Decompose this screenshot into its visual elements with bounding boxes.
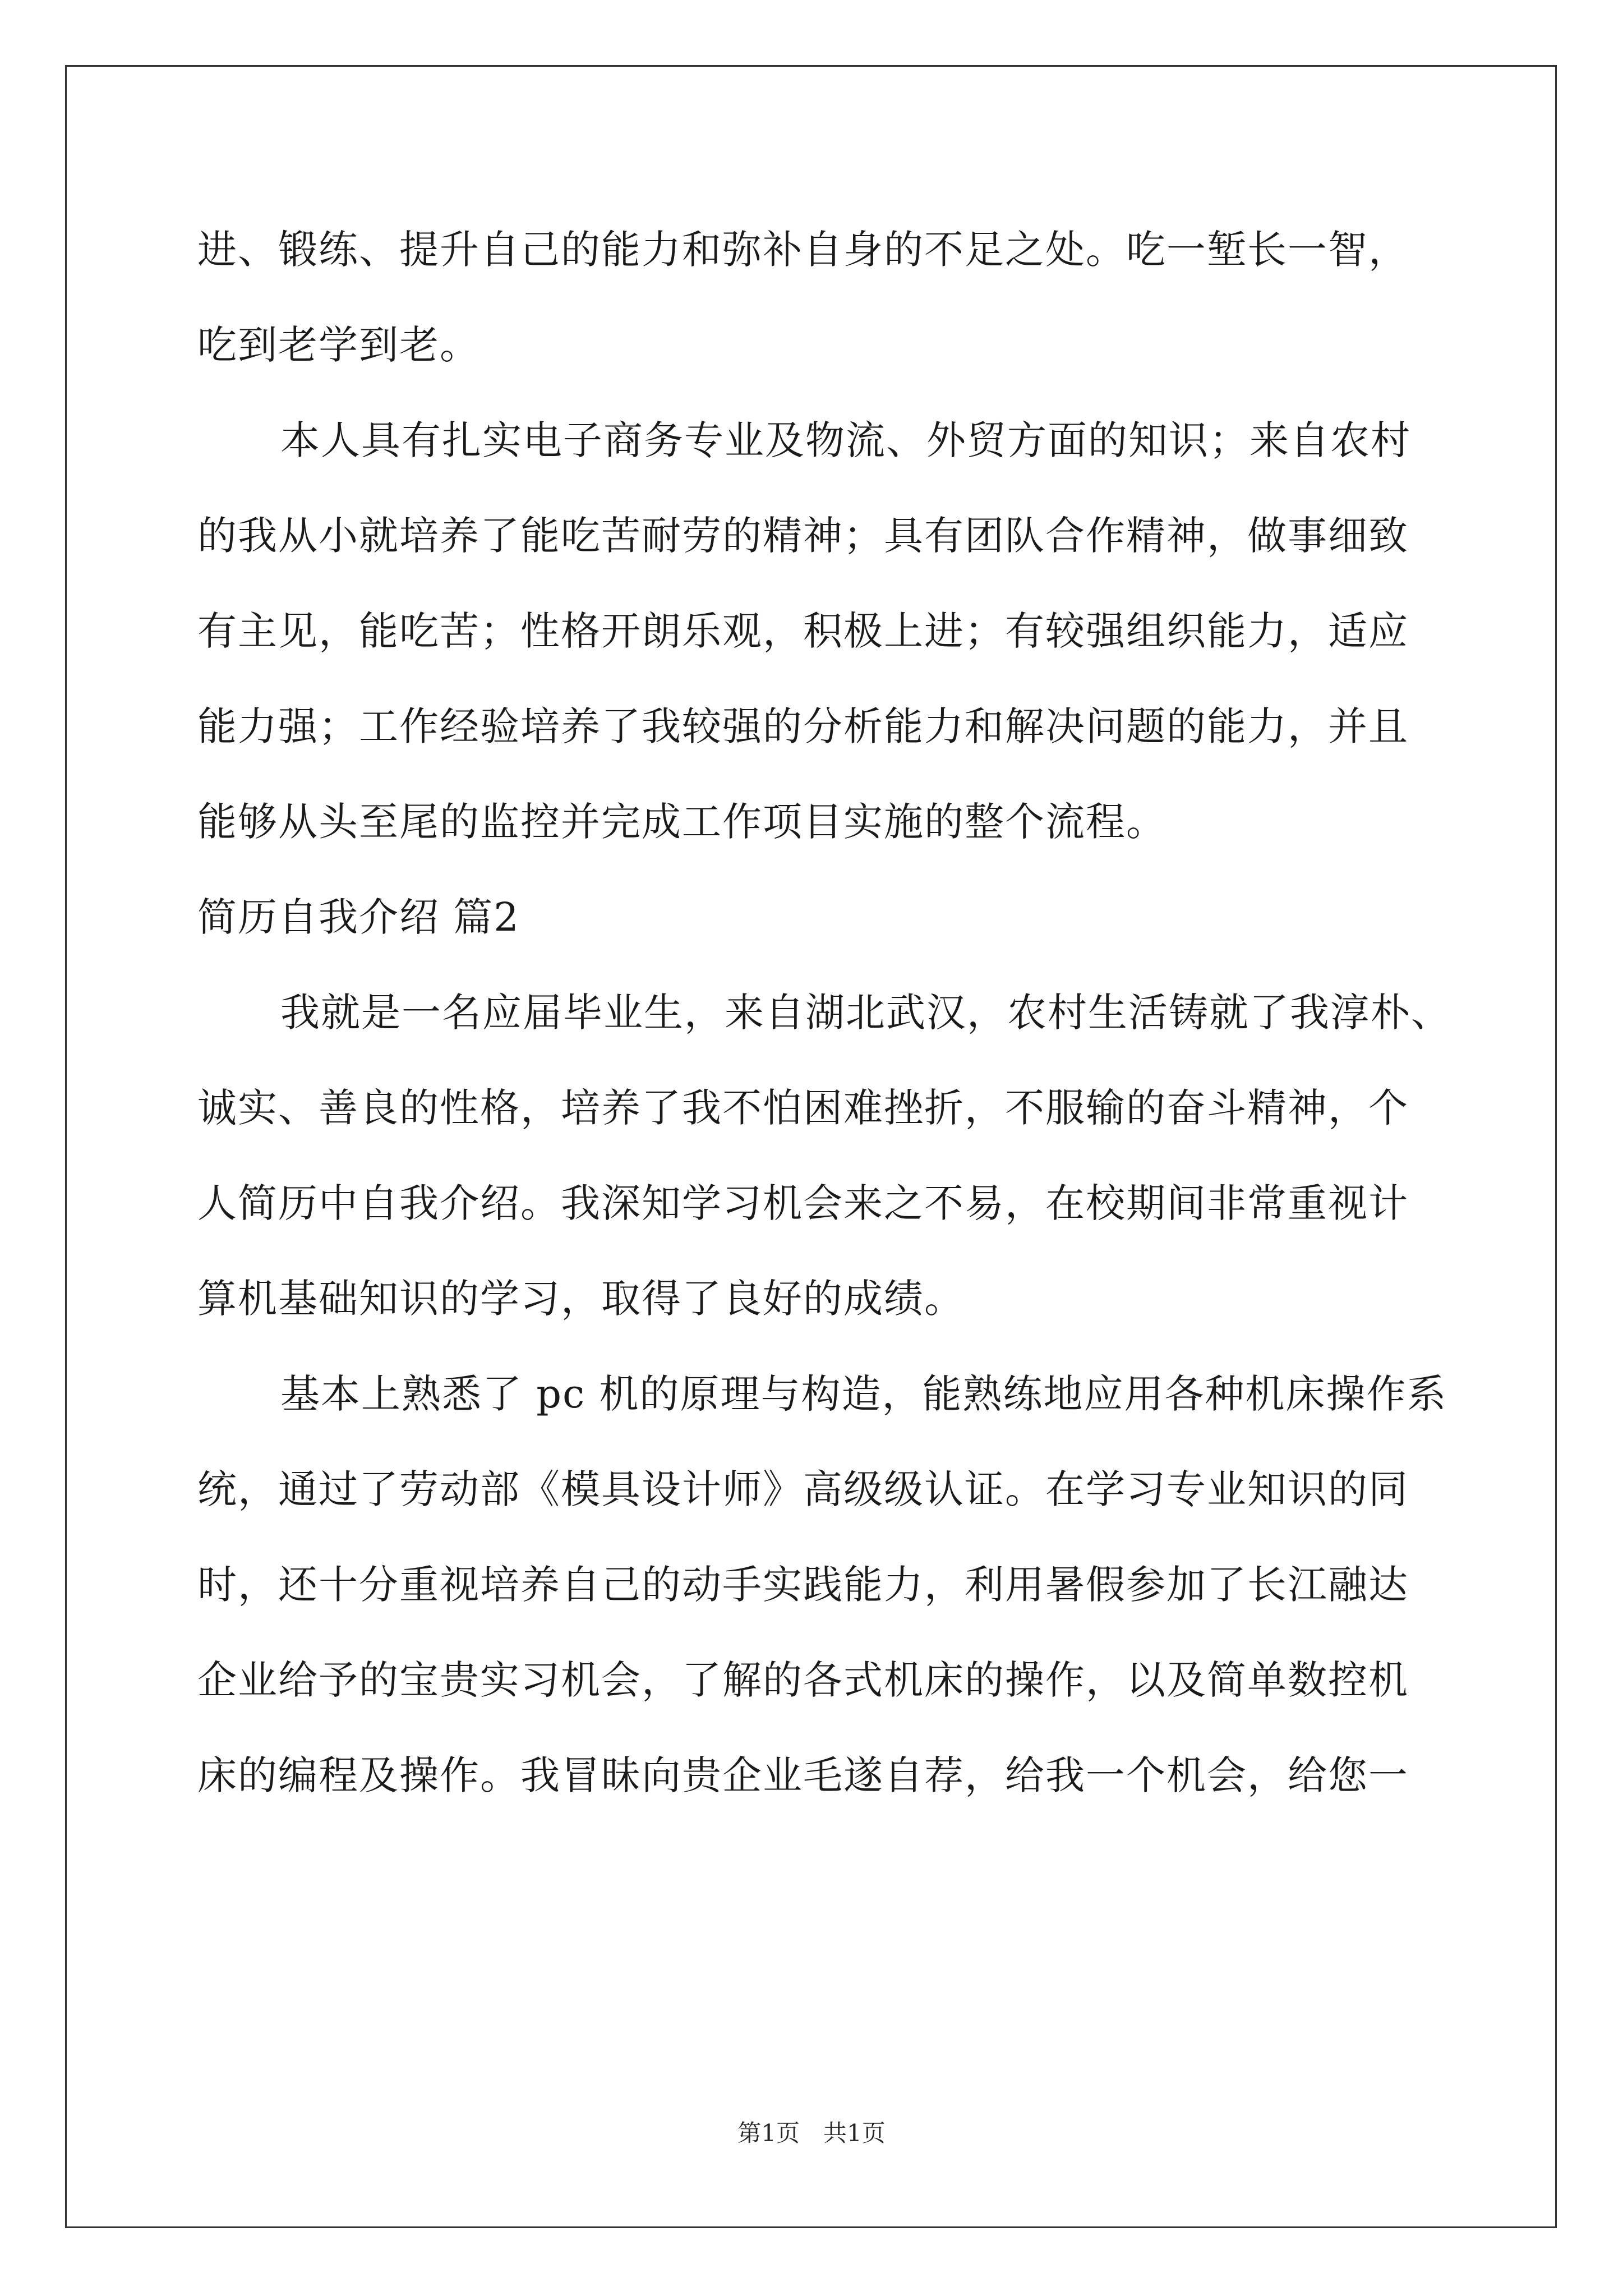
text-line: 的我从小就培养了能吃苦耐劳的精神；具有团队合作精神，做事细致 bbox=[197, 513, 1409, 559]
text-line: 吃到老学到老。 bbox=[197, 322, 480, 368]
text-line: 基本上熟悉了 pc 机的原理与构造，能熟练地应用各种机床操作系 bbox=[280, 1371, 1447, 1417]
page-footer: 第1页 共1页 bbox=[737, 2119, 886, 2147]
text-line: 有主见，能吃苦；性格开朗乐观，积极上进；有较强组织能力，适应 bbox=[197, 608, 1409, 654]
text-line: 能够从头至尾的监控并完成工作项目实施的整个流程。 bbox=[197, 799, 1166, 845]
text-line: 进、锻练、提升自己的能力和弥补自身的不足之处。吃一堑长一智， bbox=[197, 227, 1409, 273]
text-line: 床的编程及操作。我冒昧向贵企业毛遂自荐，给我一个机会，给您一 bbox=[197, 1752, 1409, 1798]
paragraph-3 bbox=[197, 965, 1451, 1346]
paragraph-2 bbox=[197, 393, 1437, 869]
text-line: 我就是一名应届毕业生，来自湖北武汉，农村生活铸就了我淳朴、 bbox=[280, 990, 1451, 1036]
text-line: 诚实、善良的性格，培养了我不怕困难挫折，不服输的奋斗精神，个 bbox=[197, 1085, 1409, 1131]
text-line: 能力强；工作经验培养了我较强的分析能力和解决问题的能力，并且 bbox=[197, 703, 1409, 749]
text-line: 人简历中自我介绍。我深知学习机会来之不易，在校期间非常重视计 bbox=[197, 1180, 1409, 1226]
text-line: 算机基础知识的学习，取得了良好的成绩。 bbox=[197, 1276, 965, 1322]
paragraph-4 bbox=[197, 1346, 1447, 1823]
text-line: 时，还十分重视培养自己的动手实践能力，利用暑假参加了长江融达 bbox=[197, 1562, 1409, 1608]
text-line: 本人具有扎实电子商务专业及物流、外贸方面的知识；来自农村 bbox=[280, 417, 1411, 463]
document-body bbox=[197, 202, 1451, 1823]
text-line: 统，通过了劳动部《模具设计师》高级级认证。在学习专业知识的同 bbox=[197, 1466, 1409, 1512]
text-line: 企业给予的宝贵实习机会，了解的各式机床的操作，以及简单数控机 bbox=[197, 1657, 1409, 1703]
paragraph-1 bbox=[197, 202, 1437, 393]
section-heading: 简历自我介绍 篇2 bbox=[197, 894, 520, 940]
